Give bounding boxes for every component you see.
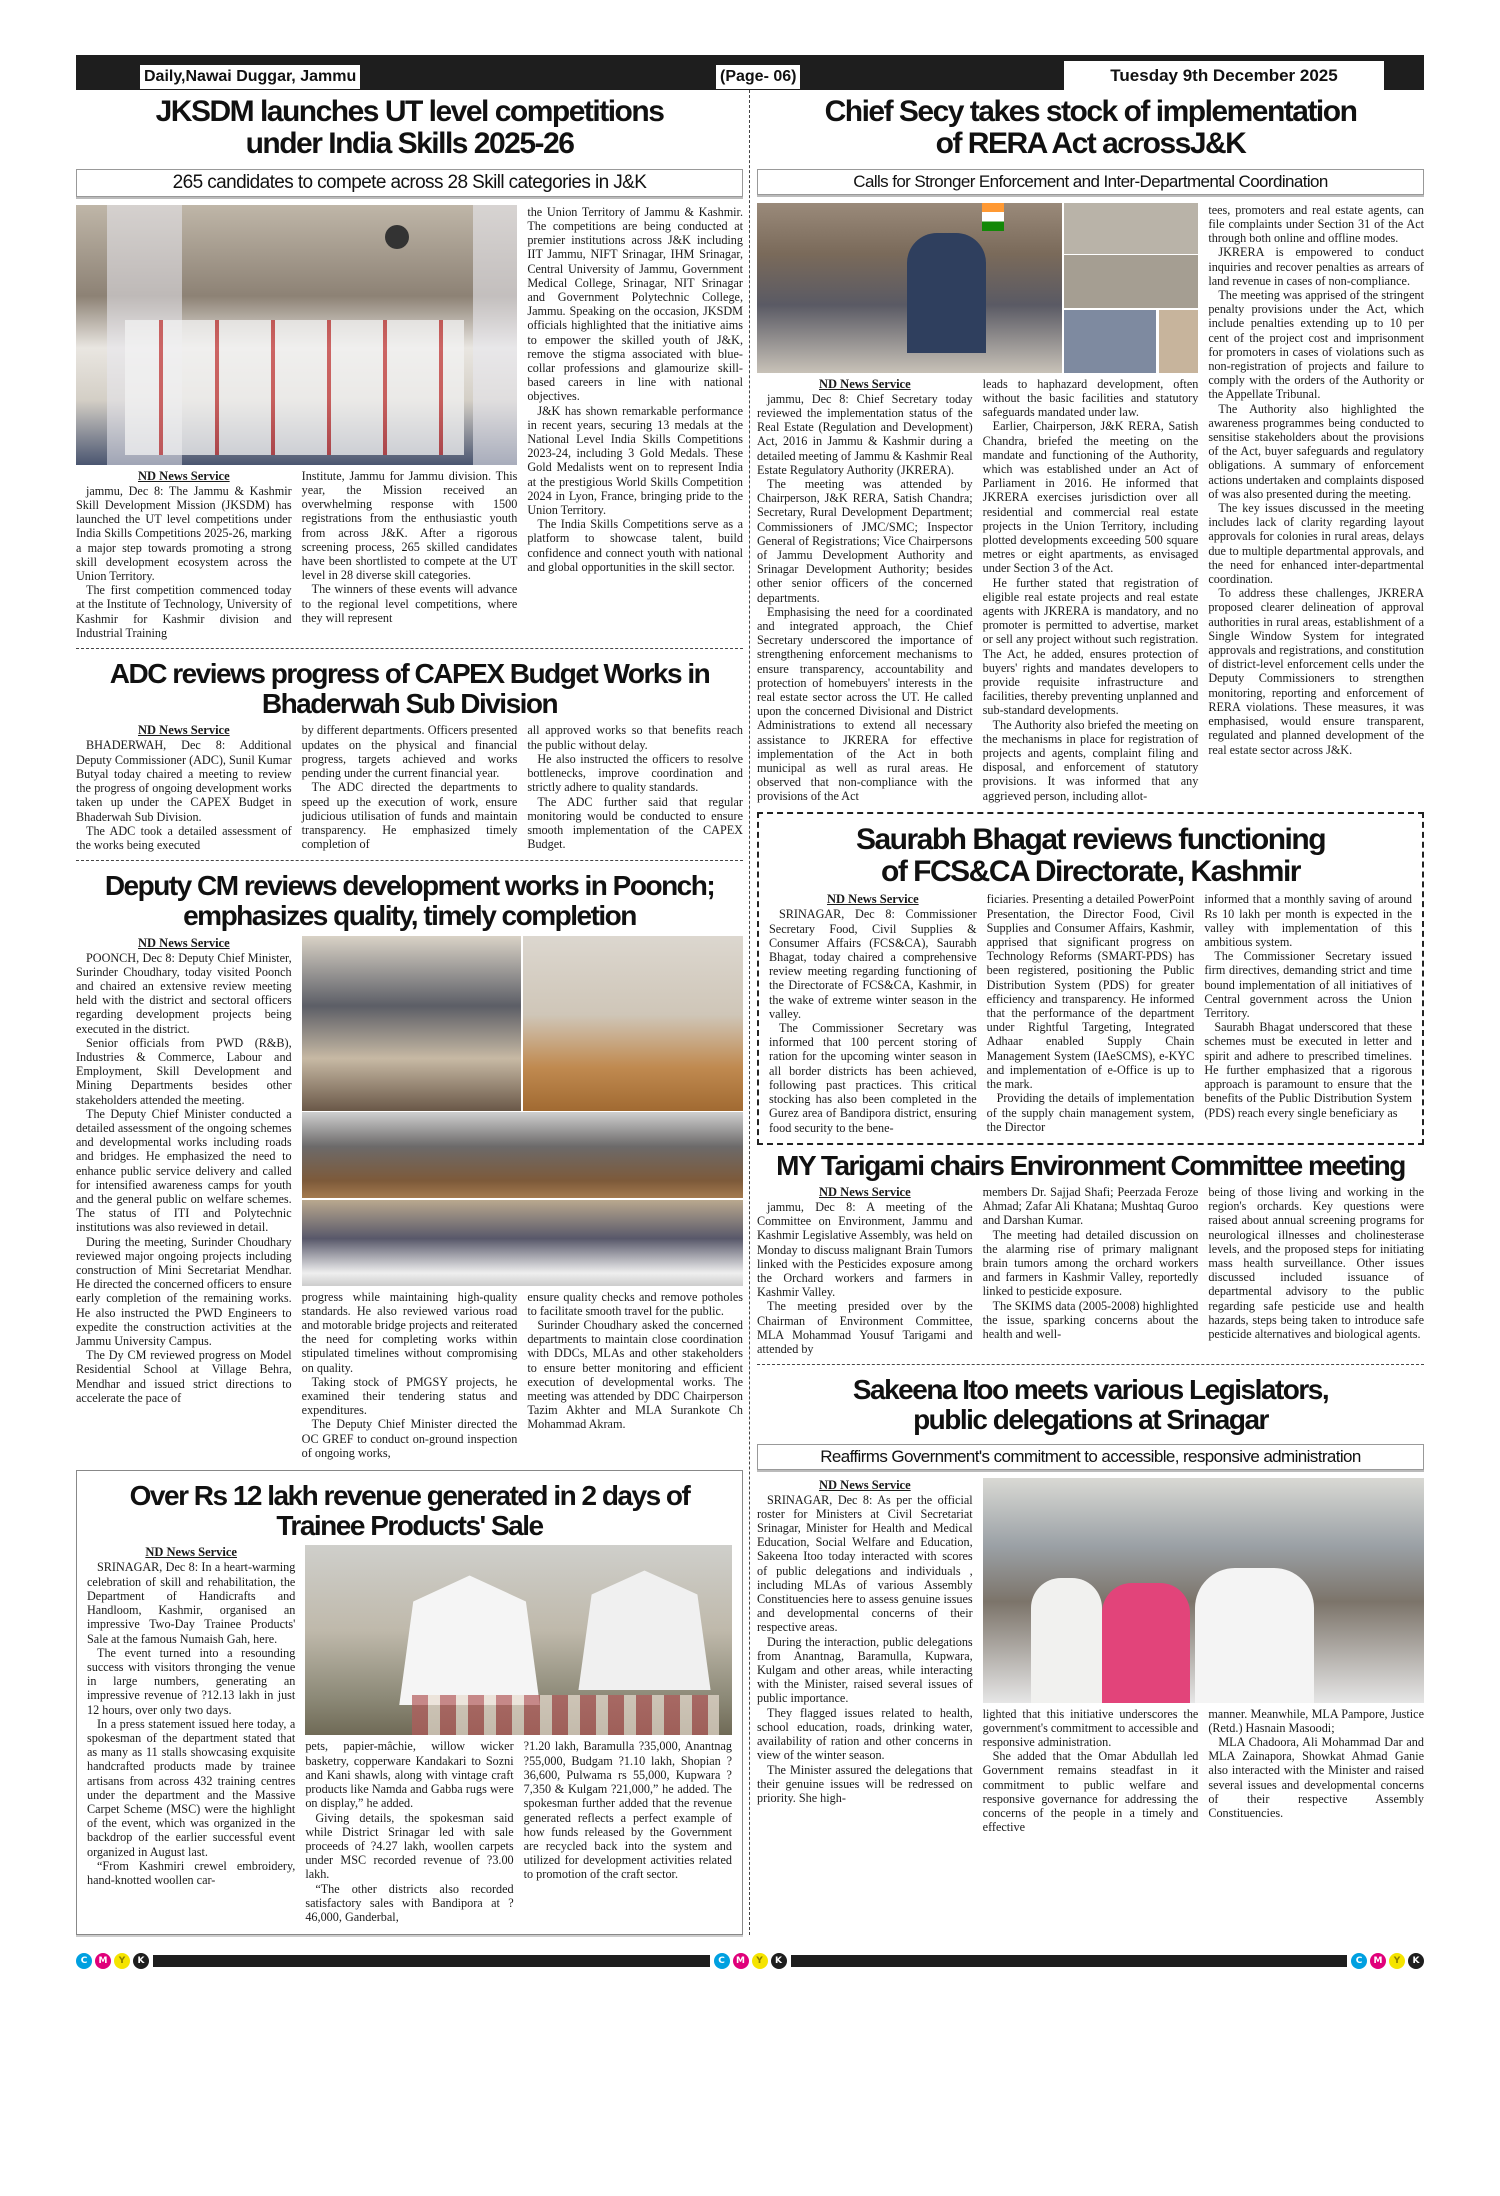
photo-trainee-stalls	[305, 1545, 732, 1735]
article-jksdm-col-1: ND News Service jammu, Dec 8: The Jammu & Kashmir Skill Development Mission (JKSDM) has launched the UT level competitions under India Skills Competitions 2025-26, marking a major step towards promoting a strong skill development ecosystem across the Union Territory. The first competition commenced today at the Institute of Technology, University of Kashmir for Kashmir division and Industrial Training	[76, 468, 292, 640]
article-tarigami-col-3: being of those living and working in the region's orchards. Key questions were raised about annual screening programs for neurological illnesses and cholinesterase levels, and the proposed steps for initiating mass health surveillance. Other issues discussed included issuance of departmental advisory to the public regarding safe pesticide use and health hazards, steps being taken to introduce safe pesticide alternatives and biological agents.	[1208, 1184, 1424, 1341]
headline-itoo: Sakeena Itoo meets various Legislators, public delegations at Srinagar	[852, 1374, 1329, 1436]
magenta-mark-icon: M	[1370, 1953, 1386, 1969]
article-trainee-col-3: ?1.20 lakh, Baramulla ?35,000, Anantnag ?55,000, Budgam ?1.10 lakh, Shopian ?36,600, Pulwama rs 55,000, Kupwara ?7,350 & Kulgam ?21,000,” he added. The spokesman further added that the revenue generated reflects a perfect example of how funds released by the Government are recycled back into the system and utilized for development activities related to promotion of the craft sector.	[523, 1739, 732, 1882]
article-itoo	[757, 1369, 1424, 1834]
article-poonch-main	[302, 936, 743, 1460]
article-trainee-main	[305, 1545, 732, 1924]
article-rera-col-2: leads to haphazard development, often without the basic facilities and statutory safeguards mandated under law. Earlier, Chairperson, J&K RERA, Satish Chandra, briefed the meeting on the mandate and functioning of the Authority, which was established under an Act of Parliament in 2016. He informed that JKRERA exercises jurisdiction over all residential and commercial real estate projects in the Union Territory, including plotted developments exceeding 500 square metres or eight apartments, as envisaged under Section 3 of the Act. He further stated that registration of eligible real estate projects and real estate agents with JKRERA is mandatory, and no promoter is permitted to advertise, market or sell any project without such registration. The Act, he added, ensures protection of buyers' rights and mandates developers to provide requisite infrastructure and facilities, thereby preventing unplanned and sub-standard developments. The Authority also briefed the meeting on the mechanisms in place for registration of projects and agents, complaint filing and disposal, and enforcement of statutory provisions. It was informed that any aggrieved person, including allot-	[982, 376, 1199, 803]
magenta-mark-icon: M	[95, 1953, 111, 1969]
article-itoo-col-2: lighted that this initiative underscores the government's commitment to accessible and responsive administration. She added that the Omar Abdullah led Government remains steadfast in it commitment to public welfare and responsive governance for addressing the concerns of the people in a timely and effective	[982, 1706, 1199, 1835]
article-fcsca-col-3: informed that a monthly saving of around Rs 10 lakh per month is expected in the valley with implementation of this ambitious system. The Commissioner Secretary issued firm directives, demanding strict and time bound implementation of all initiatives of Central government across the Union Territory. Saurabh Bhagat underscored that these schemes must be executed in letter and spirit and adhere to prescribed timelines. He further emphasized that a rigorous approach is paramount to ensure that the benefits of the Public Distribution System (PDS) reach every single beneficiary as	[1204, 892, 1412, 1120]
byline: ND News Service	[138, 723, 230, 738]
article-trainee-body	[87, 1545, 732, 1924]
article-poonch-body	[76, 936, 743, 1460]
article-poonch-col-1: ND News Service POONCH, Dec 8: Deputy Chief Minister, Surinder Choudhary, today visited Poonch and chaired an extensive review meeting held with the district and sectoral officers regarding development projects being executed in the district. Senior officials from PWD (R&B), Industries & Commerce, Labour and Employment, Skill Development and Mining Departments besides other stakeholders attended the meeting. The Deputy Chief Minister conducted a detailed assessment of the ongoing schemes and developmental works including roads and bridges. He emphasized the need to enhance public service delivery and called for intensified awareness camps for youth and the general public on welfare schemes. The status of ITI and Polytechnic institutions was also reviewed in detail. During the meeting, Surinder Choudhary reviewed major ongoing projects including construction of Mini Secretariat Mendhar. He directed the concerned officers to ensure early completion of the remaining works. He also instructed the PWD Engineers to expedite the construction activities at the Jammu University Campus. The Dy CM reviewed progress on Model Residential School at Village Behra, Mendhar and issued strict directions to accelerate the pace of	[76, 935, 292, 1405]
left-column	[76, 90, 750, 1935]
page-body	[76, 90, 1424, 1935]
right-column	[750, 90, 1424, 1935]
article-itoo-col-3: manner. Meanwhile, MLA Pampore, Justice (Retd.) Hasnain Masoodi; MLA Chadoora, Ali Mohammad Dar and MLA Zainapora, Showkat Ahmad Ganie also interacted with the Minister and raised several issues and developmental concerns of their respective Assembly Constituencies.	[1208, 1706, 1424, 1821]
article-poonch-col-3: ensure quality checks and remove potholes to facilitate smooth travel for the public. Surinder Choudhary asked the concerned departments to maintain close coordination with DDCs, MLAs and other stakeholders to ensure better monitoring and efficient execution of developmental works. The meeting was attended by DDC Chairperson Tazim Akhter and MLA Surankote Ch Mohammad Akram.	[527, 1289, 743, 1432]
article-capex	[76, 653, 743, 852]
registration-marks-left	[76, 1953, 149, 1969]
article-tarigami-col-1: ND News Service jammu, Dec 8: A meeting of the Committee on Environment, Jammu and Kashmir Legislative Assembly, was held on Monday to discuss malignant Brain Tumors linked with the Pesticides exposure among the Orchard workers and farmers in Kashmir Valley. The meeting presided over by the Chairman of Environment Committee, MLA Mohammad Yousuf Tarigami and attended by	[757, 1184, 973, 1356]
article-trainee-col-2: pets, papier-mâchie, willow wicker basketry, copperware Kandakari to Sozni and Kani shawls, along with vintage craft products like Namda and Gabba rugs were on display,” he added. Giving details, the spokesman said while District Srinagar led with sale proceeds of ?4.27 lakh, woollen carpets under MSC recorded revenue of ?3.00 lakh. “The other districts also recorded satisfactory sales with Bandipora at ?46,000, Ganderbal,	[305, 1739, 514, 1924]
footer-bar	[153, 1955, 710, 1967]
registration-marks-right	[1351, 1953, 1424, 1969]
cyan-mark-icon: C	[76, 1953, 92, 1969]
byline: ND News Service	[145, 1545, 237, 1560]
article-capex-col-3: all approved works so that benefits reach the public without delay. He also instructed the officers to resolve bottlenecks, improve coordination and strictly adhere to quality standards. The ADC further said that regular monitoring would be conducted to ensure smooth implementation of the CAPEX Budget.	[527, 723, 743, 852]
footer-registration	[76, 1953, 1424, 1979]
article-jksdm-col-2: Institute, Jammu for Jammu division. This year, the Mission received an overwhelming response with 1500 registrations from the enthusiastic youth from across J&K. After a rigorous screening process, 265 skilled candidates have been shortlisted to compete at the UT level in 28 diverse skill categories. The winners of these events will advance to the regional level competitions, where they will represent	[301, 468, 518, 625]
headline-poonch: Deputy CM reviews development works in Poonch; emphasizes quality, timely completion	[104, 870, 715, 932]
headline-rera: Chief Secy takes stock of implementation of RERA Act acrossJ&K	[824, 95, 1357, 161]
page-number: (Page- 06)	[716, 65, 800, 89]
byline: ND News Service	[138, 468, 230, 483]
headline-trainee: Over Rs 12 lakh revenue generated in 2 days of Trainee Products' Sale	[129, 1480, 690, 1542]
article-jksdm-main	[76, 205, 517, 640]
masthead-bar	[76, 55, 1424, 90]
photo-jksdm	[76, 205, 517, 465]
article-rera-body	[757, 203, 1424, 804]
article-capex-col-2: by different departments. Officers presented updates on the physical and financial progress, targets achieved and works pending under the current financial year. The ADC directed the departments to speed up the execution of work, ensure judicious utilisation of funds and maintain transparency. He emphasized timely completion of	[301, 723, 518, 852]
article-jksdm-lower	[76, 469, 517, 640]
article-poonch-col-2: progress while maintaining high-quality standards. He also reviewed various road and motorable bridge projects and reiterated the need for completing works within stipulated timelines without compromising on quality. Taking stock of PMGSY projects, he examined their tendering status and expenditures. The Deputy Chief Minister directed the OC GREF to conduct on-ground inspection of ongoing works,	[301, 1289, 518, 1460]
photo-poonch-collage	[302, 936, 743, 1286]
article-fcsca-col-1: ND News Service SRINAGAR, Dec 8: Commissioner Secretary Food, Civil Supplies & Consumer Affairs (FCS&CA), Saurabh Bhagat, today chaired a comprehensive review meeting regarding functioning of the Directorate of FCS&CA, Kashmir, in the wake of extreme winter season in the valley. The Commissioner Secretary was informed that 100 percent storing of ration for the upcoming winter season in all border districts has been achieved, following past practices. This critical stocking has also been completed in the Gurez area of Bandipora district, ensuring food security to the bene-	[769, 892, 977, 1135]
photo-rera	[757, 203, 1198, 373]
section-divider	[76, 648, 743, 649]
issue-date: Tuesday 9th December 2025	[1064, 61, 1384, 90]
article-rera-main	[757, 203, 1198, 804]
black-mark-icon: K	[133, 1953, 149, 1969]
article-rera-col-1: ND News Service jammu, Dec 8: Chief Secretary today reviewed the implementation status of the Real Estate (Regulation and Development) Act, 2016 in Jammu & Kashmir during a detailed meeting of Jammu & Kashmir Real Estate Regulatory Authority (JKRERA). The meeting was attended by Chairperson, J&K RERA, Satish Chandra; Secretary, Rural Development Department; Commissioners of JMC/SMC; Inspector General of Registrations; Vice Chairpersons of Jammu Development Authority and Srinagar Development Authority; besides other senior officers of the concerned departments. Emphasising the need for a coordinated and integrated approach, the Chief Secretary underscored the importance of strengthening enforcement mechanisms to ensure transparency, accountability and protection of homebuyers' interests in the real estate sector across the UT. He called upon the concerned Divisional and District Administrations to extend all necessary assistance to JKRERA for effective implementation of the Act in both municipal as well as rural areas. He observed that non-compliance with the provisions of the Act	[757, 376, 973, 804]
article-capex-col-1: ND News Service BHADERWAH, Dec 8: Additional Deputy Commissioner (ADC), Sunil Kumar Butyal today chaired a meeting to review the progress of ongoing development works taken up under the CAPEX Budget in Bhaderwah Sub Division. The ADC took a detailed assessment of the works being executed	[76, 723, 292, 852]
registration-marks-center	[714, 1953, 787, 1969]
article-jksdm	[76, 90, 743, 640]
byline: ND News Service	[819, 1184, 911, 1199]
byline: ND News Service	[819, 1477, 911, 1492]
article-tarigami	[757, 1145, 1424, 1356]
cyan-mark-icon: C	[714, 1953, 730, 1969]
headline-fcsca: Saurabh Bhagat reviews functioning of FCS&CA Directorate, Kashmir	[855, 822, 1326, 889]
headline-jksdm: JKSDM launches UT level competitions under India Skills 2025-26	[155, 95, 664, 161]
black-mark-icon: K	[1408, 1953, 1424, 1969]
paper-name: Daily,Nawai Duggar, Jammu	[140, 65, 360, 89]
article-trainee-col-1: ND News Service SRINAGAR, Dec 8: In a heart-warming celebration of skill and rehabilitation, the Department of Handicrafts and Handloom, Kashmir, organised an impressive Two-Day Trainee Products' Sale at the famous Numaish Gah, here. The event turned into a resounding success with visitors thronging the venue in large numbers, generating an impressive revenue of ?12.13 lakh in just 12 hours, over only two days. In a press statement issued here today, a spokesman of the department stated that as many as 11 stalls showcasing exquisite handcrafted products made by trainee artisans from across 432 training centres under the department and the Massive Carpet Scheme (MSC) were the highlight of the event, which was organized in the backdrop of the earlier successful event organized in August last. “From Kashmiri crewel embroidery, hand-knotted woollen car-	[87, 1545, 296, 1887]
article-fcsca-col-2: ficiaries. Presenting a detailed PowerPoint Presentation, the Director Food, Civil Supplies and Consumer Affairs, Kashmir, apprised that significant progress on Technology Reforms (SMART-PDS) has been registered, positioning the Public Distribution System (PDS) for greater efficiency and transparency. He informed that the performance of the department under Rightful Targeting, Integrated Adhaar enabled Supply Chain Management System (IAeSCMS), e-KYC and implementation of e-Office is up to the mark. Providing the details of implementation of the supply chain management system, the Director	[986, 892, 1195, 1134]
article-jksdm-col-3: the Union Territory of Jammu & Kashmir. The competitions are being conducted at premier institutions across J&K including IIT Jammu, NIFT Srinagar, IHM Srinagar, Central University of Jammu, Government Medical College, Srinagar, NIT Srinagar and Government Polytechnic College, Jammu. Speaking on the occasion, JKSDM officials highlighted that the initiative aims to empower the skilled youth of J&K, remove the stigma associated with blue-collar professions and glamourize skill-based careers in line with national objectives. J&K has shown remarkable performance in recent years, securing 13 medals at the National Level India Skills Competitions 2023-24, including 3 Gold Medals. These Gold Medalists went on to represent India at the prestigious World Skills Competition 2024 in Lyon, France, bringing pride to the Union Territory. The India Skills Competitions serve as a platform to showcase talent, build confidence and connect youth with national and global opportunities in the skill sector.	[527, 204, 743, 574]
footer-bar	[791, 1955, 1348, 1967]
boxed-article-fcsca	[757, 812, 1424, 1145]
article-rera-col-3: tees, promoters and real estate agents, can file complaints under Section 31 of the Act through both online and offline modes. JKRERA is empowered to conduct inquiries and recover penalties as arrears of land revenue in cases of non-compliance. The meeting was apprised of the stringent penalty provisions under the Act, which include penalties extending up to 10 per cent of the project cost and imprisonment for promoters in cases of violations such as non-registration of projects and failure to comply with the orders of the Authority or the Appellate Tribunal. The Authority also highlighted the awareness programmes being conducted to sensitise stakeholders about the provisions of the Act, buyer safeguards and regulatory obligations. A summary of enforcement actions undertaken and complaints disposed of was also presented during the meeting. The key issues discussed in the meeting includes lack of clarity regarding layout approvals for colonies in rural areas, delays due to multiple departmental approvals, and the need for enhanced inter-departmental coordination. To address these challenges, JKRERA proposed clearer delineation of approval authorities in rural areas, establishment of a Single Window System for integrated approvals and registrations, and constitution of district-level enforcement cells under the Deputy Commissioners to strengthen monitoring, reporting and enforcement of RERA violations. These measures, it was emphasised, would ensure transparent, regulated and planned development of the real estate sector across J&K.	[1208, 202, 1424, 757]
byline: ND News Service	[819, 376, 911, 391]
yellow-mark-icon: Y	[114, 1953, 130, 1969]
article-trainee-lower	[305, 1739, 732, 1924]
deck-itoo: Reaffirms Government's commitment to accessible, responsive administration	[757, 1444, 1424, 1470]
black-mark-icon: K	[771, 1953, 787, 1969]
newspaper-page	[0, 55, 1500, 1979]
article-itoo-body	[757, 1478, 1424, 1835]
article-capex-body	[76, 723, 743, 852]
section-divider	[757, 1364, 1424, 1365]
article-rera	[757, 90, 1424, 804]
deck-jksdm: 265 candidates to compete across 28 Skill categories in J&K	[76, 169, 743, 197]
article-fcsca-body	[769, 892, 1412, 1134]
article-itoo-lower	[983, 1707, 1424, 1835]
article-tarigami-col-2: members Dr. Sajjad Shafi; Peerzada Feroze Ahmad; Zafar Ali Khatana; Mushtaq Guroo and Darshan Kumar. The meeting had detailed discussion on the alarming rise of primary malignant brain tumors among the orchard workers and farmers in Kashmir Valley, reportedly linked to pesticide exposure. The SKIMS data (2005-2008) highlighted the issue, sparking concerns about the health and well-	[982, 1184, 1199, 1341]
section-divider	[76, 860, 743, 861]
photo-itoo	[983, 1478, 1424, 1703]
cyan-mark-icon: C	[1351, 1953, 1367, 1969]
byline: ND News Service	[138, 935, 230, 950]
boxed-article-trainee	[76, 1470, 743, 1935]
article-rera-lower	[757, 377, 1198, 804]
article-poonch	[76, 865, 743, 1460]
article-jksdm-body	[76, 205, 743, 640]
yellow-mark-icon: Y	[1389, 1953, 1405, 1969]
article-itoo-main	[983, 1478, 1424, 1835]
deck-rera: Calls for Stronger Enforcement and Inter-Departmental Coordination	[757, 169, 1424, 195]
article-tarigami-body	[757, 1185, 1424, 1356]
headline-tarigami: MY Tarigami chairs Environment Committee meeting	[776, 1149, 1405, 1181]
yellow-mark-icon: Y	[752, 1953, 768, 1969]
article-itoo-col-1: ND News Service SRINAGAR, Dec 8: As per the official roster for Ministers at Civil Secretariat Srinagar, Minister for Health and Medical Education, Social Welfare and Education, Sakeena Itoo today interacted with scores of public delegations and individuals , including MLAs of various Assembly Constituencies here to assess genuine issues and developmental concerns of their respective areas. During the interaction, public delegations from Anantnag, Baramulla, Kupwara, Kulgam and other areas, while interacting with the Minister, raised several issues of public importance. They flagged issues related to health, school education, roads, drinking water, availability of ration and other concerns in view of the winter season. The Minister assured the delegations that their genuine issues will be redressed on priority. She high-	[757, 1477, 973, 1805]
article-poonch-lower	[302, 1290, 743, 1460]
magenta-mark-icon: M	[733, 1953, 749, 1969]
byline: ND News Service	[827, 892, 919, 907]
headline-capex: ADC reviews progress of CAPEX Budget Works in Bhaderwah Sub Division	[109, 658, 710, 720]
